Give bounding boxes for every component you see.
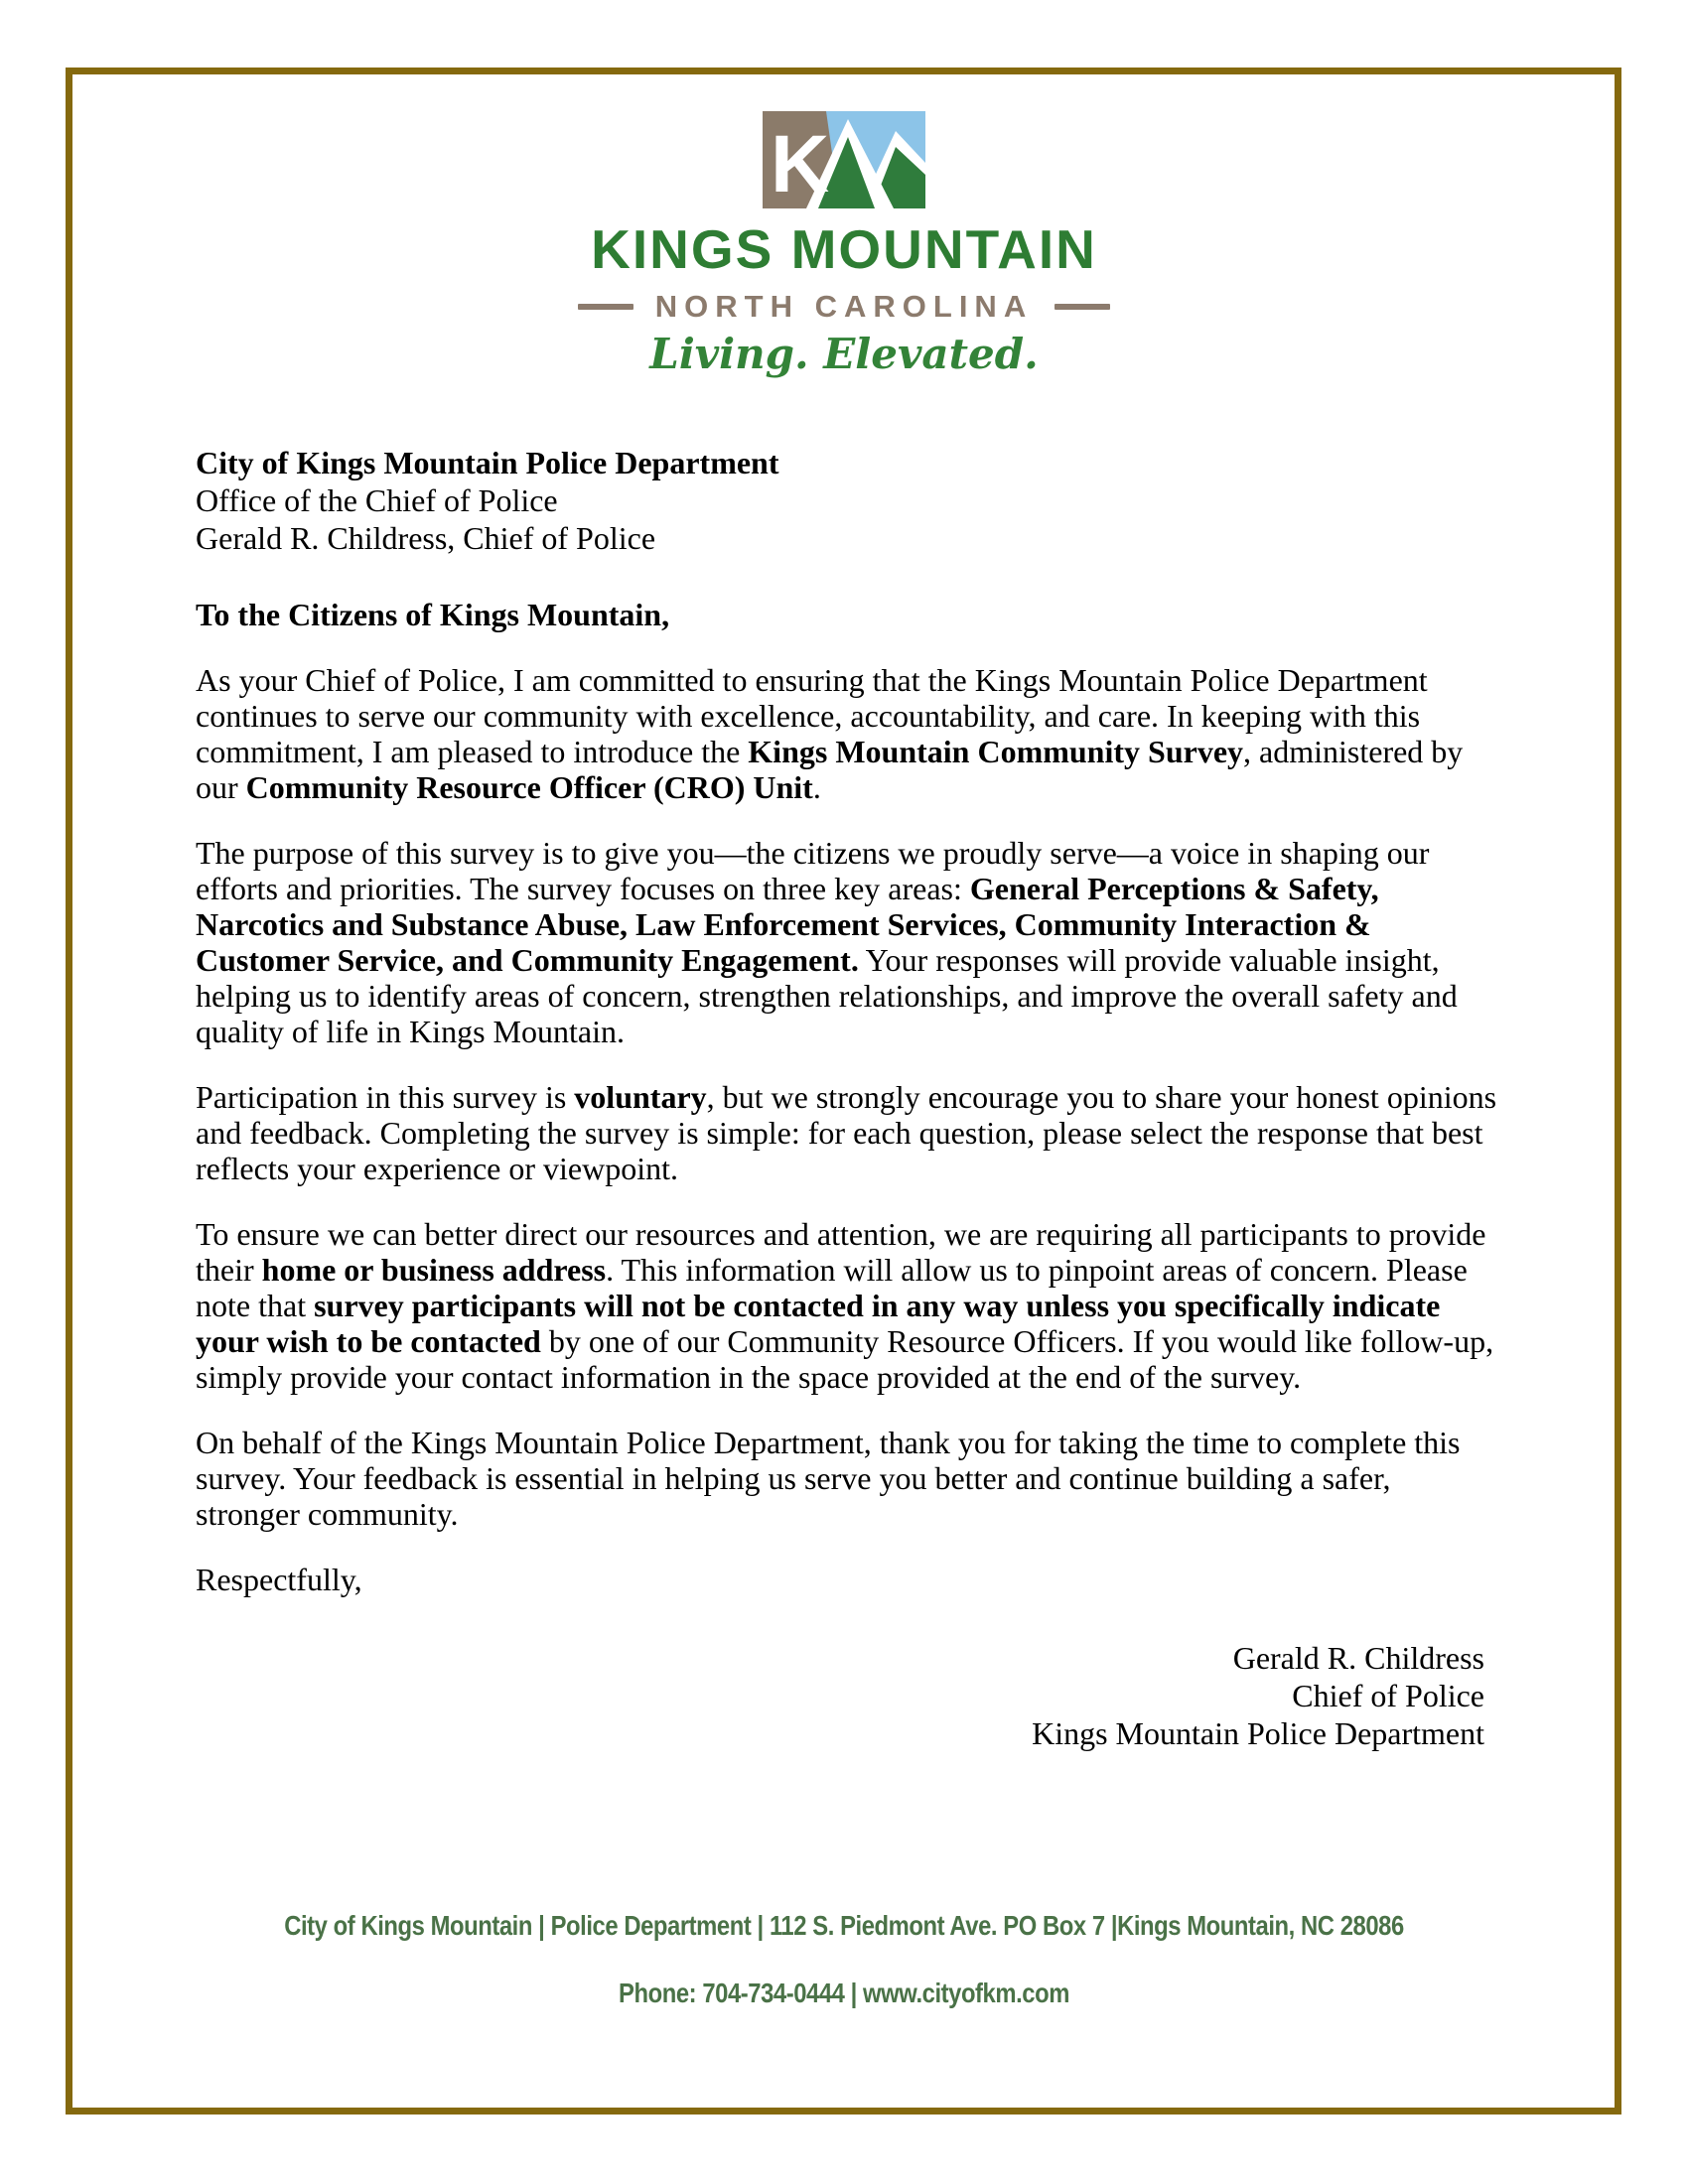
office-line: Office of the Chief of Police	[196, 482, 558, 518]
logo-state-row	[0, 291, 1688, 322]
signature-organization: Kings Mountain Police Department	[1032, 1715, 1484, 1751]
paragraph-thanks: On behalf of the Kings Mountain Police Department, thank you for taking the time to complete this survey. Your feedback is essential in helping us serve you better and continue building a safer, stronger community.	[196, 1425, 1461, 1532]
footer-address: City of Kings Mountain | Police Department | 112 S. Piedmont Ave. PO Box 7 |Kings Mountain, NC 28086	[284, 1910, 1404, 1941]
chief-line: Gerald R. Childress, Chief of Police	[196, 520, 656, 556]
paragraph-address-requirement: To ensure we can better direct our resources and attention, we are requiring all participants to provide their home or business address. This information will allow us to pinpoint areas of concern. Please note that survey participants will not be contacted in any way unless you specifically indicate your wish to be contacted by one of our Community Resource Officers. If you would like follow-up, simply provide your contact information in the space provided at the end of the survey.	[196, 1216, 1494, 1395]
svg-text:K: K	[771, 119, 830, 208]
km-logo-mark-icon	[763, 111, 925, 208]
signature-block	[196, 1639, 1498, 1752]
signature-name: Gerald R. Childress	[1232, 1640, 1484, 1676]
dash-right-icon	[1055, 304, 1110, 310]
signature-title: Chief of Police	[1292, 1678, 1484, 1713]
km-logo	[0, 111, 1688, 378]
page-footer	[0, 1908, 1688, 2011]
logo-city-wordmark: KINGS MOUNTAIN	[591, 218, 1097, 280]
department-name: City of Kings Mountain Police Department	[196, 445, 779, 480]
paragraph-purpose: The purpose of this survey is to give you—the citizens we proudly serve—a voice in shaping our efforts and priorities. The survey focuses on three key areas: General Perceptions & Safety, Narcotics and Substance Abuse, Law Enforcement Services, Community Interaction & Customer Service, and Community Engagement. Your responses will provide valuable insight, helping us to identify areas of concern, strengthen relationships, and improve the overall safety and quality of life in Kings Mountain.	[196, 835, 1458, 1049]
paragraph-intro: As your Chief of Police, I am committed to ensuring that the Kings Mountain Police Department continues to serve our community with excellence, accountability, and care. In keeping with this commitment, I am pleased to introduce the Kings Mountain Community Survey, administered by our Community Resource Officer (CRO) Unit.	[196, 662, 1464, 805]
closing: Respectfully,	[196, 1562, 362, 1597]
paragraph-participation: Participation in this survey is voluntary, but we strongly encourage you to share your honest opinions and feedback. Completing the survey is simple: for each question, please select the response that best reflects your experience or viewpoint.	[196, 1079, 1497, 1186]
letter-body	[196, 444, 1498, 1752]
dash-left-icon	[578, 304, 633, 310]
salutation: To the Citizens of Kings Mountain,	[196, 597, 670, 632]
logo-state-label: NORTH CAROLINA	[654, 289, 1034, 324]
footer-contact: Phone: 704-734-0444 | www.cityofkm.com	[619, 1978, 1069, 2008]
logo-tagline: Living. Elevated.	[649, 330, 1039, 378]
